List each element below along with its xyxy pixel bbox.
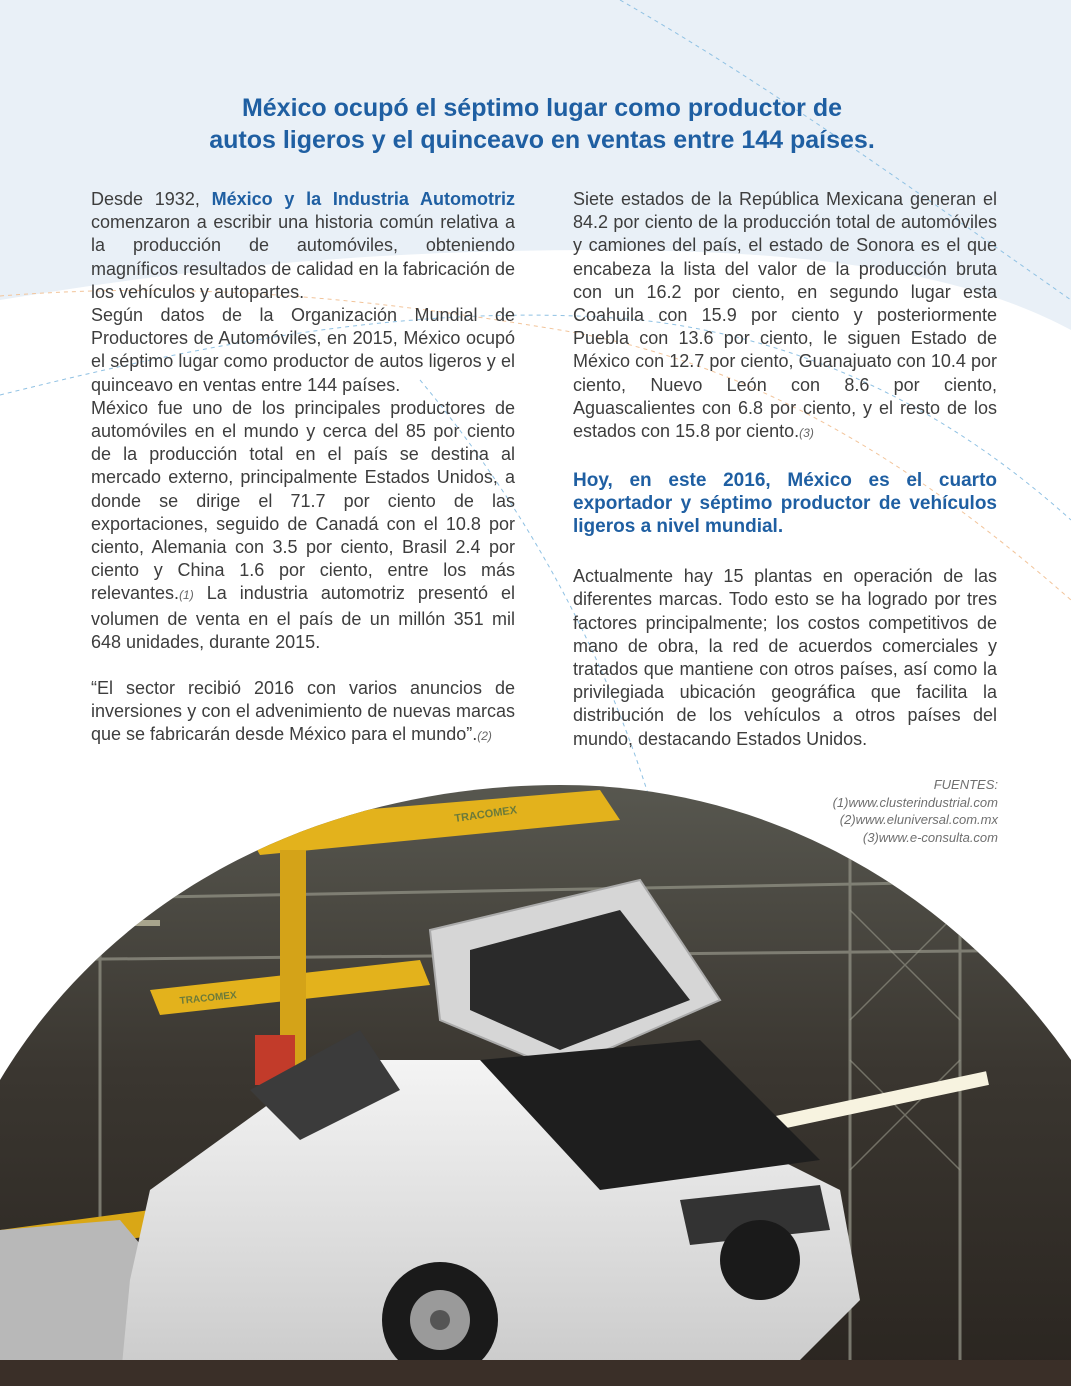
source-link[interactable]: (2)www.eluniversal.com.mx [839, 812, 998, 827]
crane-label: TRACOMEX [179, 990, 238, 1007]
factory-photo [0, 760, 1071, 1386]
plants-paragraph: Actualmente hay 15 plantas en operación de las diferentes marcas. Todo esto se ha logrado por tres factores principalmente; los costos competitivos de mano de obra, la red de acuerdos comerciales y tratados que mantiene con otros países, así como la privilegiada ubicación geográfica que facilita la distribución de los vehículos a otros países del mundo, destacando Estados Unidos. [573, 566, 997, 749]
intro-highlight: México y la Industria Automotriz [211, 189, 516, 209]
exports-paragraph: México fue uno de los principales productores de automóviles en el mundo y cerca del 85 por ciento de la producción total en el país se destina al mercado externo, principalmente Estados Unidos, a donde se dirige el 71.7 por ciento de las exportaciones, seguido de Canadá con el 10.8 por ciento, Alemania con 3.5 por ciento, Brasil 2.4 por ciento y China 1.6 por ciento, entre los más relevantes.(1) La industria automotriz presentó el volumen de venta en el país de un millón 351 mil 648 unidades, durante 2015. [91, 397, 515, 652]
intro-paragraph: Desde 1932, México y la Industria Automotriz comenzaron a escribir una historia común relativa a la producción de automóviles, obteniendo magníficos resultados de calidad en la fabricación de los vehículos y autopartes. [91, 189, 516, 302]
headline-line-1: México ocupó el séptimo lugar como productor de [241, 94, 843, 122]
headline-line-2: autos ligeros y el quinceavo en ventas entre 144 países. [209, 126, 875, 154]
callout-highlight: Hoy, en este 2016, México es el cuarto exportador y séptimo productor de vehículos ligeros a nivel mundial. [573, 470, 997, 538]
headline [100, 92, 984, 156]
oica-paragraph: Según datos de la Organización Mundial de Productores de Automóviles, en 2015, México ocupó el séptimo lugar como productor de autos ligeros y el quinceavo en ventas entre 144 países. [91, 305, 515, 395]
states-paragraph: Siete estados de la República Mexicana generan el 84.2 por ciento de la producción total de automóviles y camiones del país, el estado de Sonora es el que encabeza la lista del valor de la producción bruta con un 16.2 por ciento, en segundo lugar esta Coahuila con 15.9 por ciento y posteriormente Puebla con 13.6 por ciento, le siguen Estado de México con 12.7 por ciento, Guanajuato con 10.4 por ciento, Nuevo León con 8.6 por ciento, Aguascalientes con 6.8 por ciento, y el resto de los estados con 15.8 por ciento.(3) [573, 189, 997, 442]
quote-paragraph: “El sector recibió 2016 con varios anuncios de inversiones y con el advenimiento de nuevas marcas que se fabricarán desde México para el mundo”.(2) [91, 678, 515, 745]
left-column [91, 188, 515, 749]
footnote-ref-3: (3) [799, 426, 814, 441]
right-column [573, 188, 997, 751]
footnote-ref-2: (2) [477, 729, 492, 744]
crane-label: TRACOMEX [453, 804, 518, 825]
sources-label: FUENTES: [933, 777, 998, 792]
source-link[interactable]: (3)www.e-consulta.com [862, 829, 998, 845]
footnote-ref-1: (1) [179, 588, 194, 603]
source-link[interactable]: (1)www.clusterindustrial.com [832, 794, 998, 810]
